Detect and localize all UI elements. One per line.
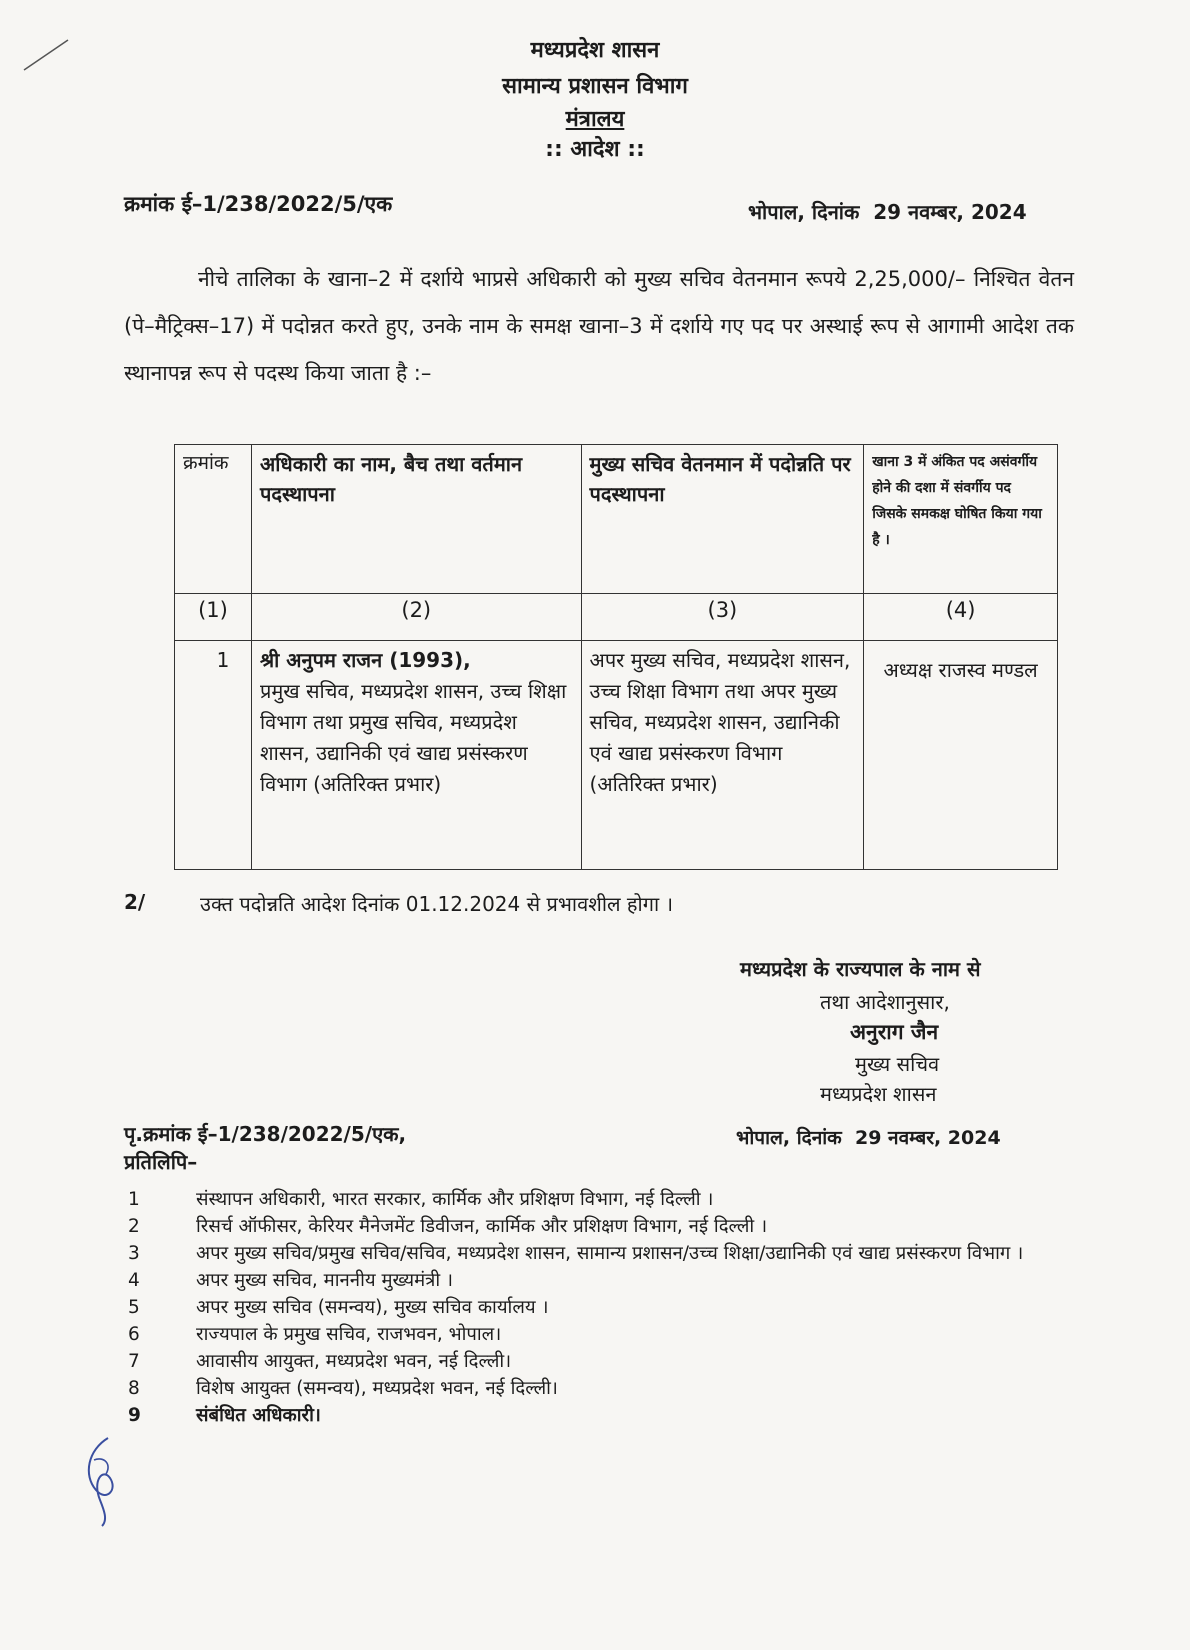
order-title: :: आदेश ::	[545, 137, 645, 162]
endorsement-date: भोपाल, दिनांक 29 नवम्बर, 2024	[736, 1127, 1001, 1149]
table-row	[175, 641, 1058, 870]
officer-name: श्री अनुपम राजन (1993),	[259, 648, 471, 672]
table-column-numbers	[175, 594, 1058, 641]
point2-text: उक्त पदोन्नति आदेश दिनांक 01.12.2024 से प्रभावशील होगा ।	[200, 892, 674, 916]
initials-signature-icon	[78, 1430, 128, 1530]
copy-list	[128, 1186, 1088, 1429]
signatory-designation: मुख्य सचिव	[855, 1052, 940, 1076]
promotion-table	[174, 444, 1058, 870]
order-number: क्रमांक ई–1/238/2022/5/एक	[124, 192, 393, 216]
endorsement-number: पृ.क्रमांक ई–1/238/2022/5/एक,	[124, 1122, 407, 1146]
column-number: (1)	[175, 594, 252, 641]
list-item: 7 आवासीय आयुक्त, मध्यप्रदेश भवन, नई दिल्ली।	[128, 1351, 512, 1372]
list-item: 8 विशेष आयुक्त (समन्वय), मध्यप्रदेश भवन, नई दिल्ली।	[128, 1378, 558, 1399]
order-paragraph: नीचे तालिका के खाना–2 में दर्शाये भाप्रसे अधिकारी को मुख्य सचिव वेतनमान रूपये 2,25,000/– निश्चित वेतन (पे–मैट्रिक्स–17) में पदोन्नत करते हुए, उनके नाम के समक्ष खाना–3 में दर्शाये गए पद पर अस्थाई रूप से आगामी आदेश तक स्थानापन्न रूप से पदस्थ किया जाता है :–	[124, 267, 1074, 385]
signature-authority: मध्यप्रदेश के राज्यपाल के नाम से	[740, 957, 981, 981]
list-item: 1 संस्थापन अधिकारी, भारत सरकार, कार्मिक और प्रशिक्षण विभाग, नई दिल्ली ।	[128, 1189, 714, 1210]
signatory-government: मध्यप्रदेश शासन	[820, 1082, 937, 1106]
officer-current-posting: प्रमुख सचिव, मध्यप्रदेश शासन, उच्च शिक्षा विभाग तथा प्रमुख सचिव, मध्यप्रदेश शासन, उद्यानिकी एवं खाद्य प्रसंस्करण विभाग (अतिरिक्त प्रभार)	[259, 679, 567, 796]
row-new-posting: अपर मुख्य सचिव, मध्यप्रदेश शासन, उच्च शिक्षा विभाग तथा अपर मुख्य सचिव, मध्यप्रदेश शासन, उद्यानिकी एवं खाद्य प्रसंस्करण विभाग (अतिरिक्त प्रभार)	[581, 641, 864, 870]
list-item: 2 रिसर्च ऑफीसर, केरियर मैनेजमेंट डिवीजन, कार्मिक और प्रशिक्षण विभाग, नई दिल्ली ।	[128, 1216, 768, 1237]
header-equivalent-post: खाना 3 में अंकित पद असंवर्गीय होने की दशा में संवर्गीय पद जिसके समकक्ष घोषित किया गया है ।	[864, 445, 1058, 594]
department-heading: सामान्य प्रशासन विभाग	[502, 74, 688, 99]
list-item: 4 अपर मुख्य सचिव, माननीय मुख्यमंत्री ।	[128, 1270, 454, 1291]
column-number: (2)	[251, 594, 581, 641]
column-number: (4)	[864, 594, 1058, 641]
government-heading: मध्यप्रदेश शासन	[530, 38, 660, 63]
order-date: भोपाल, दिनांक 29 नवम्बर, 2024	[748, 200, 1027, 224]
header-serial: क्रमांक	[175, 445, 252, 594]
column-number: (3)	[581, 594, 864, 641]
row-equivalent-post: अध्यक्ष राजस्व मण्डल	[864, 641, 1058, 870]
row-serial: 1	[175, 641, 252, 870]
table-header-row	[175, 445, 1058, 594]
list-item: 3 अपर मुख्य सचिव/प्रमुख सचिव/सचिव, मध्यप्रदेश शासन, सामान्य प्रशासन/उच्च शिक्षा/उद्यानिकी एवं खाद्य प्रसंस्करण विभाग ।	[128, 1243, 1024, 1264]
list-item: 9 संबंधित अधिकारी।	[128, 1405, 321, 1426]
row-officer	[251, 641, 581, 870]
point2-number: 2/	[124, 890, 146, 914]
copy-label: प्रतिलिपि–	[124, 1150, 198, 1174]
signatory-name: अनुराग जैन	[850, 1020, 939, 1044]
signature-line2: तथा आदेशानुसार,	[820, 990, 950, 1014]
list-item: 6 राज्यपाल के प्रमुख सचिव, राजभवन, भोपाल।	[128, 1324, 502, 1345]
header-officer: अधिकारी का नाम, बैच तथा वर्तमान पदस्थापना	[251, 445, 581, 594]
list-item: 5 अपर मुख्य सचिव (समन्वय), मुख्य सचिव कार्यालय ।	[128, 1297, 549, 1318]
header-new-posting: मुख्य सचिव वेतनमान में पदोन्नति पर पदस्थापना	[581, 445, 864, 594]
secretariat-heading: मंत्रालय	[565, 107, 625, 132]
